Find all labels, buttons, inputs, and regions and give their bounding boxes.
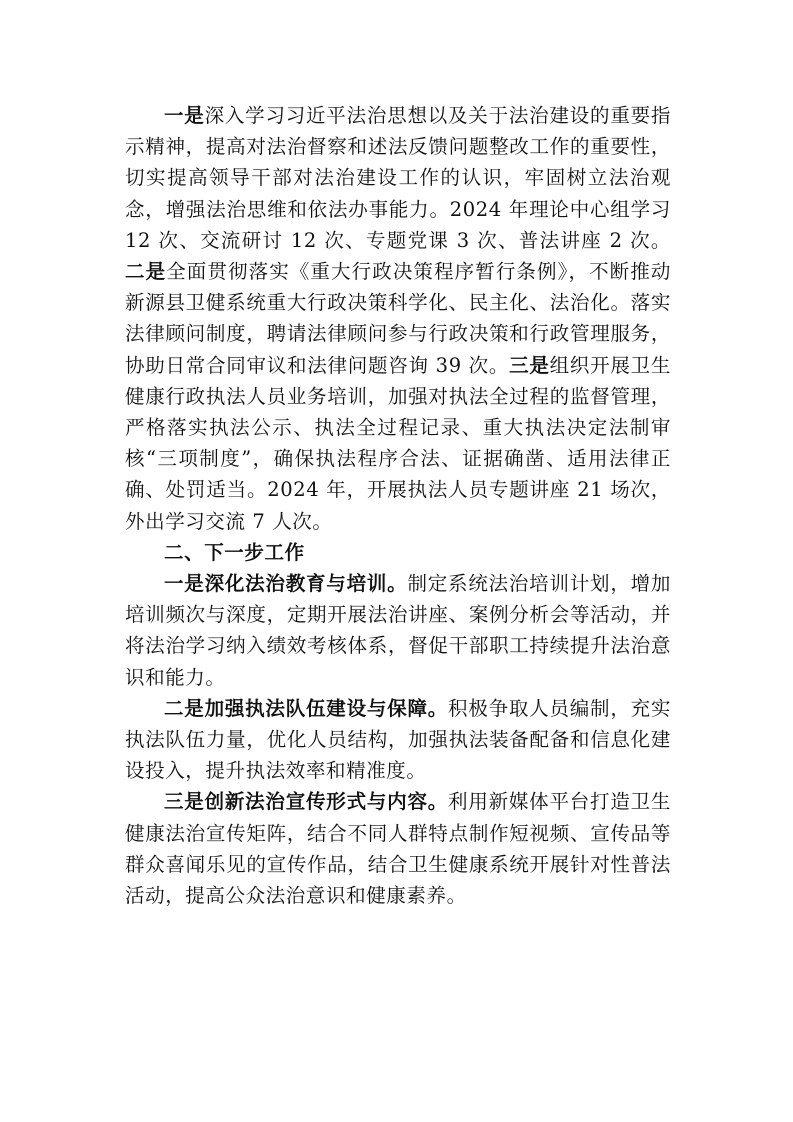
next-step-text-2: 积极争取人员编制，充实执法队伍力量，优化人员结构，加强执法装备配备和信息化建设投入，提升执法效率和精准度。	[125, 696, 671, 783]
next-step-text-1: 制定系统法治培训计划，增加培训频次与深度，定期开展法治讲座、案例分析会等活动，并将法治学习纳入绩效考核体系，督促干部职工持续提升法治意识和能力。	[125, 572, 671, 689]
next-step-paragraph-3	[125, 786, 671, 911]
next-step-lead-3: 三是创新法治宣传形式与内容。	[164, 790, 449, 814]
intro-text-2: 全面贯彻落实《重大行政决策程序暂行条例》，不断推动新源县卫健系统重大行政决策科学化、民主化、法治化。落实法律顾问制度，聘请法律顾问参与行政决策和行政管理服务，协助日常合同审议和法律问题咨询 39 次。	[125, 260, 671, 377]
next-step-text-3: 利用新媒体平台打造卫生健康法治宣传矩阵，结合不同人群特点制作短视频、宣传品等群众喜闻乐见的宣传作品，结合卫生健康系统开展针对性普法活动，提高公众法治意识和健康素养。	[125, 790, 671, 908]
intro-lead-2: 二是	[125, 260, 167, 284]
intro-lead-3: 三是	[509, 353, 550, 377]
next-step-lead-1: 一是深化法治教育与培训。	[164, 572, 408, 596]
intro-lead-1: 一是	[164, 104, 205, 127]
next-step-lead-2: 二是加强执法队伍建设与保障。	[164, 696, 449, 720]
next-step-paragraph-1	[125, 568, 671, 693]
intro-paragraph	[125, 100, 671, 537]
section-heading: 二、下一步工作	[164, 540, 305, 564]
next-step-paragraph-2	[125, 693, 671, 787]
intro-text-1: 深入学习习近平法治思想以及关于法治建设的重要指示精神，提高对法治督察和述法反馈问题整改工作的重要性，切实提高领导干部对法治建设工作的认识，牢固树立法治观念，增强法治思维和依法办事能力。2024 年理论中心组学习 12 次、交流研讨 12 次、专题党课 3 次、普法讲座 2 次。	[125, 104, 671, 252]
document-page	[125, 100, 671, 911]
intro-text-3: 组织开展卫生健康行政执法人员业务培训，加强对执法全过程的监督管理，严格落实执法公示、执法全过程记录、重大执法决定法制审核“三项制度”，确保执法程序合法、证据确凿、适用法律正确、处罚适当。2024 年，开展执法人员专题讲座 21 场次，外出学习交流 7 人次。	[125, 353, 672, 533]
